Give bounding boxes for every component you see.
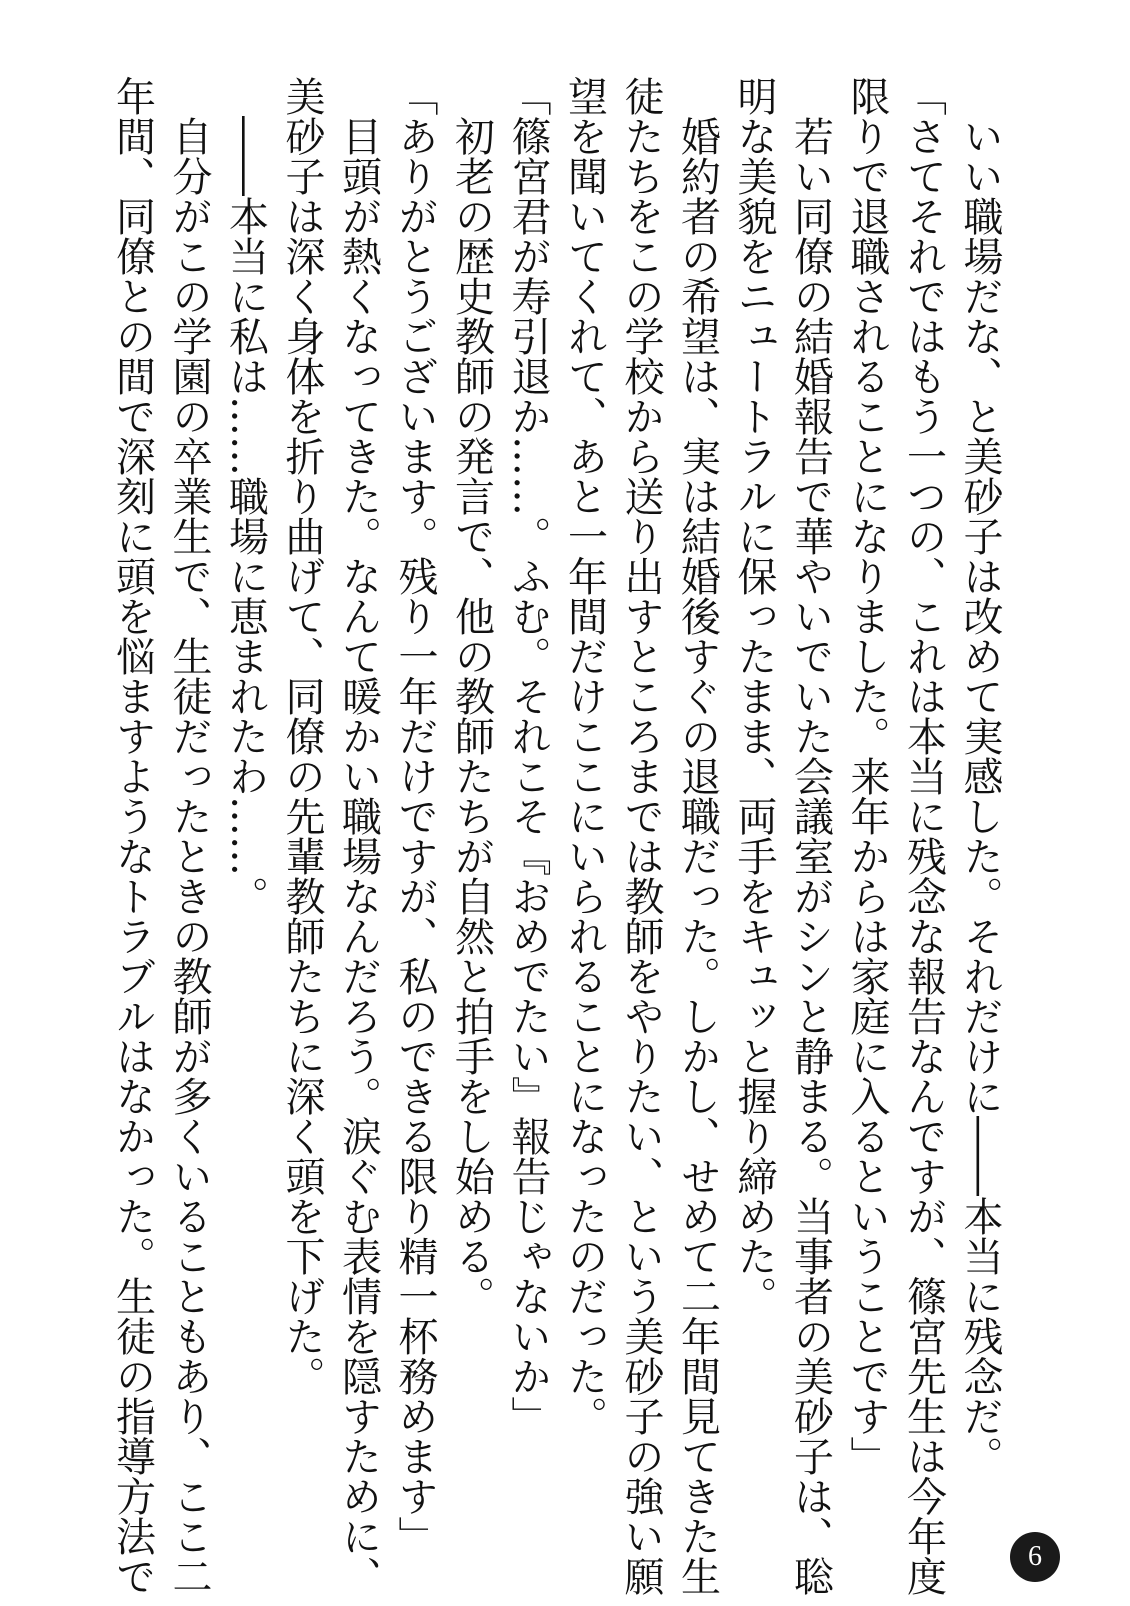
text-line: 美砂子は深く身体を折り曲げて、同僚の先輩教師たちに深く頭を下げた。: [279, 76, 325, 1396]
text-line: 初老の歴史教師の発言で、他の教師たちが自然と拍手をし始める。: [448, 76, 495, 1316]
text-line: 「ありがとうございます。残り一年だけですが、私のできる限り精一杯務めます」: [392, 76, 438, 1556]
page-number: 6: [1010, 1532, 1060, 1582]
text-line: 望を聞いてくれて、あと一年間だけここにいられることになったのだった。: [561, 76, 608, 1436]
text-line: 目頭が熱くなってきた。なんて暖かい職場なんだろう。涙ぐむ表情を隠すために、: [335, 76, 382, 1596]
vertical-body-text: [98, 76, 1008, 1606]
text-line: 「篠宮君が寿引退か……。ふむ。それこそ『おめでたい』報告じゃないか」: [505, 76, 551, 1436]
text-line: 婚約者の希望は、実は結婚後すぐの退職だった。しかし、せめて二年間見てきた生: [674, 76, 721, 1596]
text-line: いい職場だな、と美砂子は改めて実感した。それだけに――本当に残念だ。: [957, 76, 1003, 1476]
text-line: ――本当に私は……職場に恵まれたわ……。: [222, 76, 269, 916]
text-line: 明な美貌をニュートラルに保ったまま、両手をキュッと握り締めた。: [731, 76, 777, 1316]
text-line: 限りで退職されることになりました。来年からは家庭に入るということです」: [844, 76, 890, 1476]
text-line: 自分がこの学園の卒業生で、生徒だったときの教師が多くいることもあり、ここ二: [166, 76, 212, 1596]
text-line: 年間、同僚との間で深刻に頭を悩ますようなトラブルはなかった。生徒の指導方法で: [109, 76, 156, 1596]
text-line: 徒たちをこの学校から送り出すところまでは教師をやりたい、という美砂子の強い願: [618, 76, 664, 1596]
text-line: 若い同僚の結婚報告で華やいでいた会議室がシンと静まる。当事者の美砂子は、聡: [787, 76, 834, 1596]
text-line: 「さてそれではもう一つの、これは本当に残念な報告なんですが、篠宮先生は今年度: [900, 76, 947, 1596]
